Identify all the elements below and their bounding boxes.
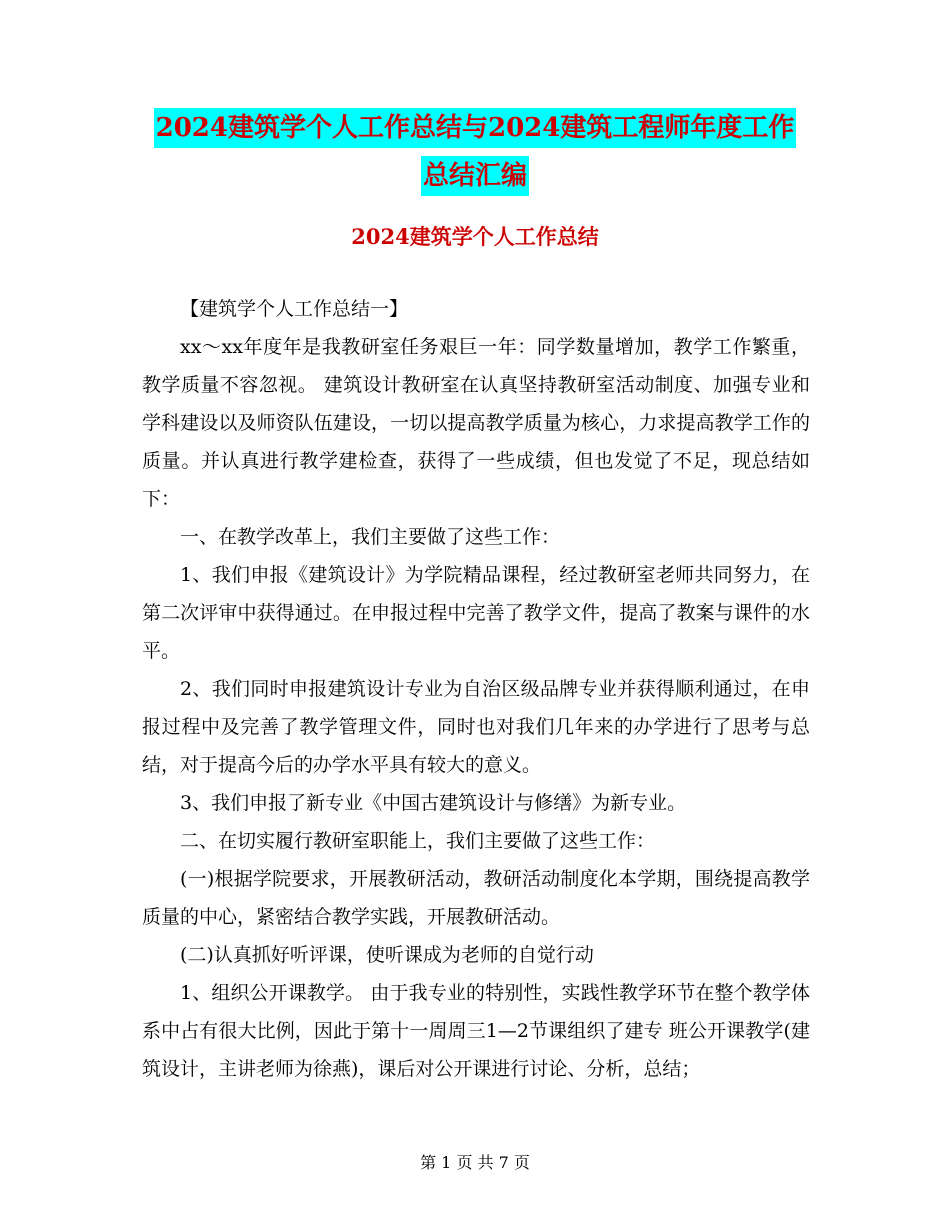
paragraph: (一)根据学院要求，开展教研活动，教研活动制度化本学期，围绕提高教学质量的中心，紧密结合教学实践，开展教研活动。 — [142, 868, 810, 928]
section-heading: 2024建筑学个人工作总结 — [351, 224, 599, 249]
document-title — [0, 108, 950, 196]
title-line-2: 总结汇编 — [421, 156, 529, 196]
paragraph: xx～xx年度年是我教研室任务艰巨一年：同学数量增加，教学工作繁重，教学质量不容忽视。 建筑设计教研室在认真坚持教研室活动制度、加强专业和学科建设以及师资队伍建设，一切以提高教学质量为核心，力求提高教学工作的质量。并认真进行教学建检查，获得了一些成绩，但也发觉了不足，现总结如下： — [142, 336, 810, 510]
paragraph: 一、在教学改革上，我们主要做了这些工作： — [180, 526, 561, 548]
paragraph: 二、在切实履行教研室职能上，我们主要做了这些工作： — [180, 830, 656, 852]
title-line-1: 2024建筑学个人工作总结与2024建筑工程师年度工作 — [154, 108, 797, 148]
page-footer: 第 1 页 共 7 页 — [420, 1153, 530, 1172]
paragraph: 1、组织公开课教学。 由于我专业的特别性，实践性教学环节在整个教学体系中占有很大比例，因此于第十一周周三1—2节课组织了建专 班公开课教学(建筑设计，主讲老师为徐燕)，课后对公开课进行讨论、分析，总结； — [142, 982, 810, 1080]
paragraph: (二)认真抓好听评课，使听课成为老师的自觉行动 — [180, 944, 594, 966]
paragraph: 1、我们申报《建筑设计》为学院精品课程，经过教研室老师共同努力，在第二次评审中获得通过。在申报过程中完善了教学文件，提高了教案与课件的水平。 — [142, 564, 810, 662]
document-body — [142, 290, 810, 1088]
paragraph: 2、我们同时申报建筑设计专业为自治区级品牌专业并获得顺利通过，在申报过程中及完善了教学管理文件，同时也对我们几年来的办学进行了思考与总结，对于提高今后的办学水平具有较大的意义。 — [142, 678, 810, 776]
paragraph-heading: 【建筑学个人工作总结一】 — [180, 298, 409, 320]
paragraph: 3、我们申报了新专业《中国古建筑设计与修缮》为新专业。 — [180, 792, 687, 814]
